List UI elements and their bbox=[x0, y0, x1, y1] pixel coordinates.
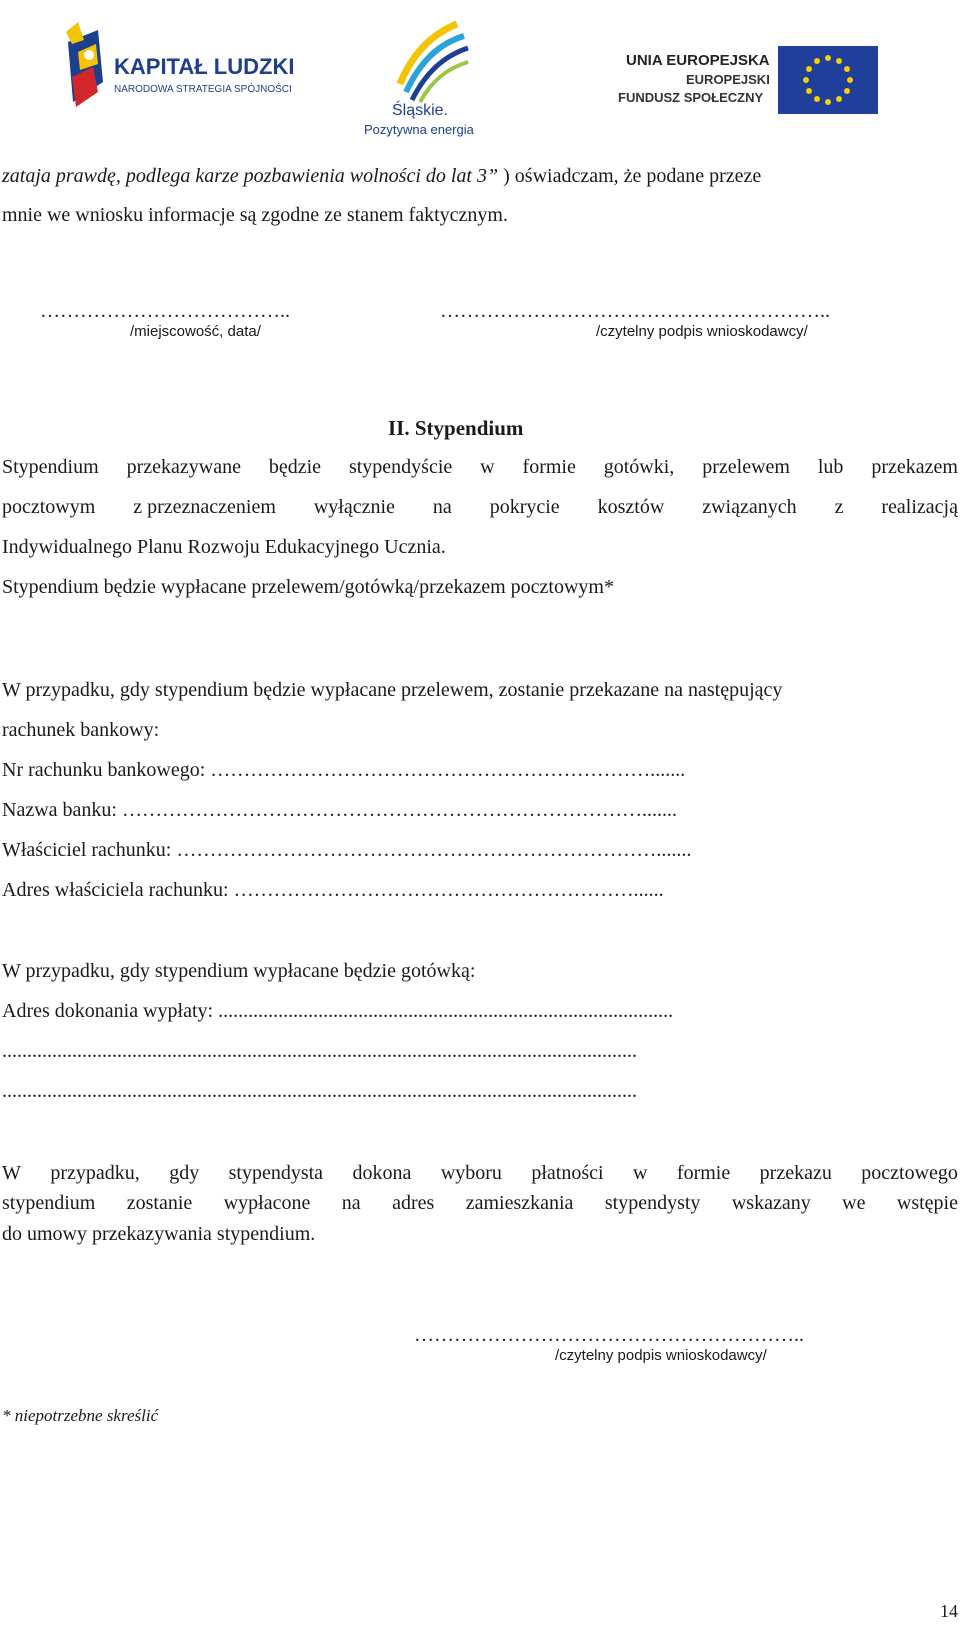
word: przekazywane bbox=[126, 456, 241, 478]
word: wskazany bbox=[731, 1192, 811, 1214]
cash-address-line3: ............................................................................................................................... bbox=[2, 1080, 637, 1102]
word: dokona bbox=[352, 1162, 412, 1184]
word: kosztów bbox=[597, 496, 665, 518]
cash-address-field: Adres dokonania wypłaty: ........................................................................................... bbox=[2, 1000, 674, 1022]
slaskie-logo bbox=[362, 14, 502, 144]
word: przekazu bbox=[759, 1162, 832, 1184]
section-p1-line3: Indywidualnego Planu Rozwoju Edukacyjnego Ucznia. bbox=[2, 536, 446, 558]
slaskie-waves-icon bbox=[362, 14, 502, 104]
signature2-label: /czytelny podpis wnioskodawcy/ bbox=[555, 1347, 767, 1364]
word: W bbox=[2, 1162, 21, 1184]
word: we bbox=[842, 1192, 866, 1214]
word: formie bbox=[676, 1162, 731, 1184]
word: stypendyście bbox=[348, 456, 453, 478]
word: z bbox=[834, 496, 844, 518]
bank-owner-field: Właściciel rachunku: ………………………………………………………………....... bbox=[2, 839, 692, 861]
word: w bbox=[633, 1162, 648, 1184]
intro-italic-text: zataja prawdę, podlega karze pozbawienia wolności do lat 3” bbox=[2, 165, 499, 187]
word: przelewem bbox=[702, 456, 790, 478]
word: w bbox=[480, 456, 495, 478]
word: z przeznaczeniem bbox=[133, 496, 276, 518]
word: stypendium bbox=[2, 1192, 96, 1214]
word: wyboru bbox=[440, 1162, 502, 1184]
word: wstępie bbox=[896, 1192, 958, 1214]
word: stypendysta bbox=[228, 1162, 324, 1184]
section-heading: II. Stypendium bbox=[388, 416, 524, 440]
postal-line1 bbox=[2, 1163, 958, 1183]
slaskie-subtitle: Pozytywna energia bbox=[364, 122, 474, 137]
intro-line-2: mnie we wniosku informacje są zgodne ze stanem faktycznym. bbox=[2, 204, 508, 226]
word: pocztowym bbox=[2, 496, 96, 518]
signature1-place-dots: ……………………………….. bbox=[40, 300, 290, 322]
word: gotówki, bbox=[603, 456, 675, 478]
bank-intro-line1: W przypadku, gdy stypendium będzie wypłacane przelewem, zostanie przekazane na następujący bbox=[2, 679, 783, 701]
word: zostanie bbox=[126, 1192, 193, 1214]
slaskie-title: Śląskie. bbox=[392, 102, 449, 119]
word: na bbox=[341, 1192, 361, 1214]
word: lub bbox=[817, 456, 844, 478]
kapital-ludzki-subtitle: NARODOWA STRATEGIA SPÓJNOŚCI bbox=[114, 84, 292, 95]
section-p1-line1 bbox=[2, 457, 958, 477]
word: płatności bbox=[531, 1162, 604, 1184]
eu-line2: EUROPEJSKI bbox=[686, 72, 770, 87]
word: adres bbox=[392, 1192, 435, 1214]
signature2-dots: ………………………………………………….. bbox=[414, 1324, 804, 1346]
postal-line3: do umowy przekazywania stypendium. bbox=[2, 1223, 316, 1245]
kapital-ludzki-title: KAPITAŁ LUDZKI bbox=[114, 54, 295, 79]
word: pokrycie bbox=[489, 496, 560, 518]
intro-rest-text: ) oświadczam, że podane przeze bbox=[498, 165, 762, 187]
bank-owner-address-field: Adres właściciela rachunku: ……………………………………………………...... bbox=[2, 879, 664, 901]
word: pocztowego bbox=[861, 1162, 958, 1184]
signature1-sign-dots: ………………………………………………….. bbox=[440, 300, 830, 322]
bank-name-field: Nazwa banku: ……………………………………………………………………....... bbox=[2, 799, 677, 821]
word: będzie bbox=[268, 456, 322, 478]
section-p1-line2 bbox=[2, 497, 958, 517]
footnote: * niepotrzebne skreślić bbox=[2, 1406, 159, 1425]
word: formie bbox=[522, 456, 576, 478]
word: zamieszkania bbox=[465, 1192, 574, 1214]
word: związanych bbox=[702, 496, 797, 518]
bank-intro-line2: rachunek bankowy: bbox=[2, 719, 160, 741]
word: na bbox=[432, 496, 452, 518]
word: gdy bbox=[169, 1162, 200, 1184]
postal-line2 bbox=[2, 1193, 958, 1213]
section-p2: Stypendium będzie wypłacane przelewem/gotówką/przekazem pocztowym* bbox=[2, 576, 614, 598]
eu-flag-icon bbox=[778, 46, 878, 114]
word: przypadku, bbox=[50, 1162, 140, 1184]
word: przekazem bbox=[871, 456, 958, 478]
cash-intro: W przypadku, gdy stypendium wypłacane będzie gotówką: bbox=[2, 960, 476, 982]
word: wyłącznie bbox=[313, 496, 395, 518]
signature1-sign-label: /czytelny podpis wnioskodawcy/ bbox=[596, 323, 808, 340]
eu-line3: FUNDUSZ SPOŁECZNY bbox=[618, 90, 764, 105]
page-number: 14 bbox=[940, 1601, 958, 1621]
kapital-ludzki-logo bbox=[58, 22, 295, 122]
word: stypendysty bbox=[604, 1192, 701, 1214]
word: wypłacone bbox=[223, 1192, 311, 1214]
eu-logo bbox=[618, 28, 906, 128]
bank-account-number-field: Nr rachunku bankowego: …………………………………………………………....... bbox=[2, 759, 686, 781]
cash-address-line2: ............................................................................................................................... bbox=[2, 1040, 637, 1062]
word: Stypendium bbox=[2, 456, 99, 478]
word: realizacją bbox=[881, 496, 958, 518]
eu-line1: UNIA EUROPEJSKA bbox=[626, 52, 770, 69]
intro-line-1 bbox=[2, 166, 960, 186]
signature1-place-label: /miejscowość, data/ bbox=[130, 323, 261, 340]
